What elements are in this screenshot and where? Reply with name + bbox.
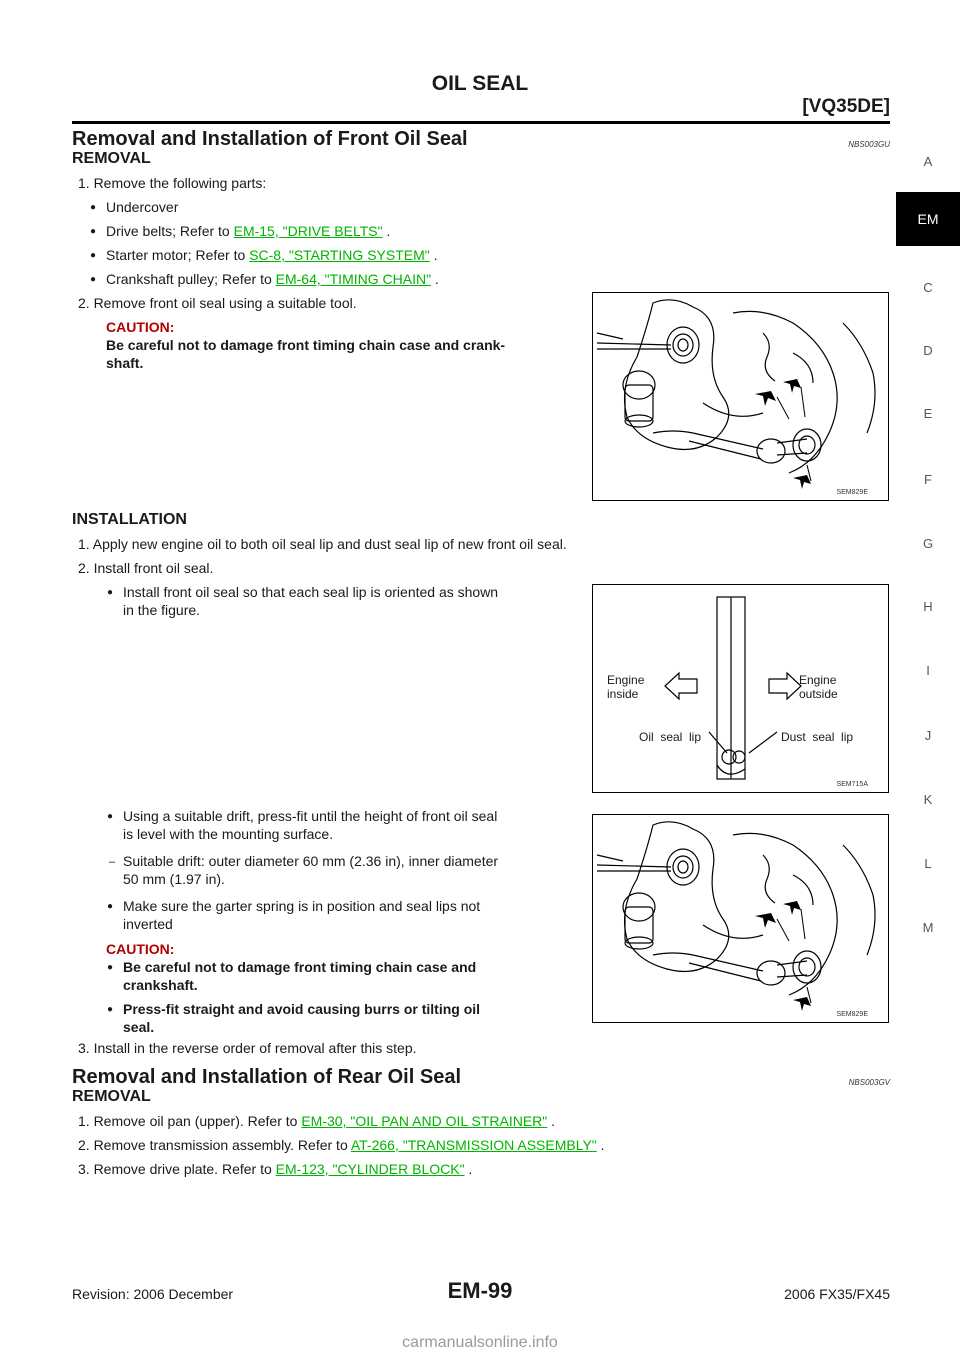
link-transmission[interactable]: AT-266, "TRANSMISSION ASSEMBLY" — [350, 1137, 597, 1153]
caution-bullet-straight: ● Press-fit straight and avoid causing burrs or tilting oil seal. — [123, 1000, 480, 1036]
link-drive-belts[interactable]: EM-15, "DRIVE BELTS" — [233, 223, 383, 239]
install-bullet-garter: ● Make sure the garter spring is in position and seal lips not inverted — [123, 897, 480, 933]
tab-a[interactable]: A — [923, 154, 933, 169]
removal-bullet-starter: ● Starter motor; Refer to SC-8, "STARTING SYSTEM" . — [106, 246, 438, 264]
tab-l[interactable]: L — [924, 856, 932, 871]
removal-bullet-pulley: ● Crankshaft pulley; Refer to EM-64, "TIMING CHAIN" . — [106, 270, 439, 288]
removal-step-2: 2. Remove front oil seal using a suitable tool. — [78, 295, 357, 311]
tab-em[interactable]: EM — [896, 192, 960, 246]
link-timing-chain[interactable]: EM-64, "TIMING CHAIN" — [275, 271, 432, 287]
tab-h[interactable]: H — [923, 599, 933, 614]
tab-c[interactable]: C — [923, 280, 933, 295]
tab-f[interactable]: F — [924, 472, 932, 487]
tab-m[interactable]: M — [922, 920, 934, 935]
removal-step-1: 1. Remove the following parts: — [78, 175, 267, 191]
link-oil-pan[interactable]: EM-30, "OIL PAN AND OIL STRAINER" — [301, 1113, 548, 1129]
vehicle-model: 2006 FX35/FX45 — [784, 1286, 890, 1302]
label-dust-seal-lip: Dust seal lip — [781, 730, 854, 744]
install-bullet-press-fit: ● Using a suitable drift, press-fit until the height of front oil seal is level with the mounting surface. — [123, 807, 497, 843]
rear-step-2: 2. Remove transmission assembly. Refer to AT-266, "TRANSMISSION ASSEMBLY" . — [78, 1137, 605, 1153]
link-starting-system[interactable]: SC-8, "STARTING SYSTEM" — [249, 247, 430, 263]
install-step-3: 3. Install in the reverse order of removal after this step. — [78, 1040, 417, 1056]
removal-bullet-drive-belts: ● Drive belts; Refer to EM-15, "DRIVE BELTS" . — [106, 222, 390, 240]
caution-text-1a: Be careful not to damage front timing chain case and crank- — [106, 337, 506, 353]
label-oil-seal-lip: Oil seal lip — [639, 730, 702, 744]
subheading-installation: INSTALLATION — [72, 511, 187, 528]
figure-code-1: SEM829E — [836, 489, 868, 496]
install-bullet-orient: ● Install front oil seal so that each seal lip is oriented as shown in the figure. — [123, 583, 498, 619]
engine-code: [VQ35DE] — [802, 96, 890, 117]
removal-bullet-undercover: ● Undercover — [106, 198, 178, 216]
caution-text-1b: shaft. — [106, 355, 144, 371]
watermark: carmanualsonline.info — [402, 1334, 558, 1351]
page-title: OIL SEAL — [431, 72, 529, 95]
section-code-rear: NBS003GV — [848, 1078, 890, 1087]
figure-code-2: SEM715A — [836, 781, 868, 788]
seal-installation-illustration — [593, 815, 887, 1021]
tab-j[interactable]: J — [924, 728, 932, 743]
tab-k[interactable]: K — [923, 792, 933, 807]
section-title-front: Removal and Installation of Front Oil Seal — [72, 128, 468, 150]
caution-label-1: CAUTION: — [106, 319, 175, 335]
section-code-front: NBS003GU — [848, 140, 890, 149]
section-title-rear: Removal and Installation of Rear Oil Seal — [72, 1066, 461, 1088]
rear-step-1: 1. Remove oil pan (upper). Refer to EM-30, "OIL PAN AND OIL STRAINER" . — [78, 1113, 556, 1129]
tab-g[interactable]: G — [922, 536, 934, 551]
install-step-1: 1. Apply new engine oil to both oil seal lip and dust seal lip of new front oil seal. — [78, 536, 567, 552]
page-number: EM-99 — [447, 1278, 513, 1303]
link-cylinder-block[interactable]: EM-123, "CYLINDER BLOCK" — [275, 1161, 465, 1177]
subheading-removal: REMOVAL — [72, 150, 151, 167]
figure-seal-orientation — [592, 584, 889, 793]
caution-bullet-damage: ● Be careful not to damage front timing chain case and crankshaft. — [123, 958, 476, 994]
subheading-rear-removal: REMOVAL — [72, 1088, 151, 1105]
tab-i[interactable]: I — [926, 663, 930, 678]
tab-e[interactable]: E — [923, 406, 933, 421]
figure-seal-removal — [592, 292, 889, 501]
figure-seal-installation — [592, 814, 889, 1023]
install-step-2: 2. Install front oil seal. — [78, 560, 214, 576]
revision-date: Revision: 2006 December — [72, 1286, 234, 1302]
figure-code-3: SEM829E — [836, 1011, 868, 1018]
rear-step-3: 3. Remove drive plate. Refer to EM-123, "CYLINDER BLOCK" . — [78, 1161, 473, 1177]
install-dash-drift: – Suitable drift: outer diameter 60 mm (2.36 in), inner diameter 50 mm (1.97 in). — [123, 852, 498, 888]
seal-removal-illustration — [593, 293, 887, 499]
tab-d[interactable]: D — [923, 343, 933, 358]
caution-label-2: CAUTION: — [106, 941, 175, 957]
header-divider — [72, 121, 890, 124]
label-engine-outside: Engine outside — [799, 673, 838, 701]
label-engine-inside: Engine inside — [607, 673, 645, 701]
